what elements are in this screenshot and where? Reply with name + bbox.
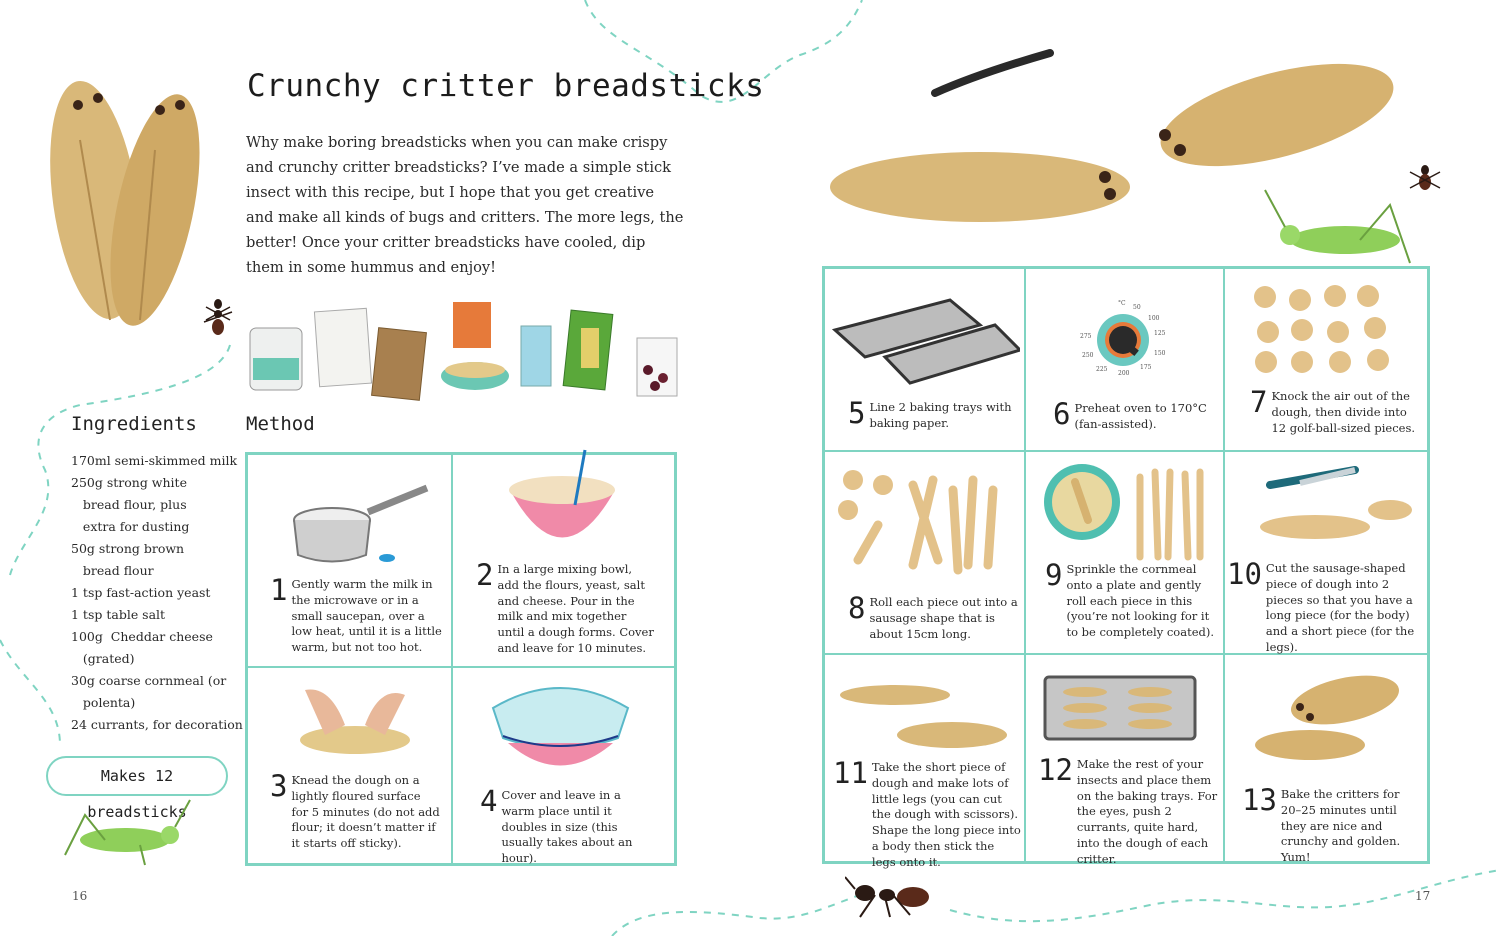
page-number-left: 16 (72, 889, 88, 903)
ingredient-item: 170ml semi-skimmed milk (71, 453, 238, 468)
dough-balls-illustration (1250, 282, 1400, 377)
method-step (1227, 557, 1425, 656)
dial-label: 150 (1154, 350, 1166, 357)
step-number: 3 (270, 769, 288, 803)
step-text: Knock the air out of the dough, then divide into 12 golf-ball-sized pieces. (1271, 389, 1416, 435)
covered-bowl-illustration (488, 678, 633, 783)
method-step (1045, 558, 1217, 641)
method-step (848, 591, 1018, 642)
grasshopper-icon (1260, 185, 1420, 270)
recipe-intro: Why make boring breadsticks when you can make crispy and crunchy critter breadsticks? I’ve made a simple stick insect with this recipe, but I hope that you get creative and make all kinds of bugs and critters. The more legs, the better! Once your critter breadsticks have cooled, dip them in some hummus and enjoy! (246, 134, 684, 276)
method-step (270, 573, 445, 656)
method-step (1250, 385, 1420, 436)
method-step (480, 784, 650, 867)
step-number: 1 (270, 573, 288, 607)
step-text: Sprinkle the cornmeal onto a plate and gently roll each piece in this (you’re not looking for it to be completely coated). (1066, 562, 1215, 640)
ingredients-list (71, 450, 246, 736)
ingredient-item: 250g strong white (71, 475, 187, 490)
grid-divider (451, 452, 453, 866)
rolled-dough-illustration (838, 465, 1003, 575)
oven-dial-labels (1078, 300, 1168, 380)
method-step (270, 769, 440, 852)
cutting-dough-illustration (1255, 465, 1415, 550)
dial-label: 200 (1118, 370, 1130, 377)
step-number: 4 (480, 784, 498, 818)
dial-label: 125 (1154, 330, 1166, 337)
dial-label: °C (1118, 300, 1126, 307)
method-step (1038, 753, 1218, 868)
ingredient-item: 1 tsp table salt (71, 607, 166, 622)
step-number: 5 (848, 396, 866, 430)
ingredient-item: polenta) (71, 695, 136, 710)
shaped-critter-illustration (840, 680, 1010, 755)
ingredient-item: 24 currants, for decoration (71, 717, 243, 732)
step-text: Roll each piece out into a sausage shape that is about 15cm long. (869, 595, 1018, 641)
ingredient-item: 50g strong brown (71, 541, 185, 556)
ingredient-item: 1 tsp fast-action yeast (71, 585, 211, 600)
ingredient-item: 100g Cheddar cheese (71, 629, 213, 644)
makes-speech-bubble: Makes 12 breadsticks (46, 756, 228, 796)
step-text: Take the short piece of dough and make lots of little legs (you can cut the dough with scissors). Shape the long piece into a body then stick the legs onto it. (871, 760, 1021, 869)
recipe-title: Crunchy critter breadsticks (247, 68, 765, 104)
ingredients-illustration (245, 298, 685, 403)
method-step (1053, 397, 1218, 433)
millipede-icon (930, 48, 1065, 98)
hero-breadstick-critters-image (40, 70, 215, 365)
dial-label: 225 (1096, 366, 1108, 373)
step-text: Cover and leave in a warm place until it doubles in size (this usually takes about an hour). (501, 788, 633, 866)
step-text: In a large mixing bowl, add the flours, yeast, salt and cheese. Pour in the milk and mix together until a dough forms. Cover and leave for 10 minutes. (497, 562, 654, 655)
ingredient-item: bread flour (71, 563, 154, 578)
grid-divider (1223, 266, 1225, 864)
breadstick-critter-image (825, 132, 1135, 232)
ant-icon (845, 875, 940, 920)
step-text: Bake the critters for 20–25 minutes until they are nice and crunchy and golden. Yum! (1280, 787, 1401, 865)
step-number: 11 (833, 756, 868, 790)
step-number: 7 (1250, 385, 1268, 419)
dial-label: 250 (1082, 352, 1094, 359)
grid-divider (822, 450, 1430, 452)
step-number: 2 (476, 558, 494, 592)
method-step (476, 558, 656, 657)
kneading-hands-illustration (285, 680, 425, 760)
method-heading: Method (246, 413, 315, 435)
grid-divider (1024, 266, 1026, 864)
baking-tray-critters-illustration (1040, 672, 1200, 744)
method-step (833, 756, 1021, 871)
baking-trays-illustration (830, 295, 1020, 385)
method-step (848, 396, 1018, 432)
ingredient-item: 30g coarse cornmeal (or (71, 673, 227, 688)
breadstick-critter-image (1150, 40, 1405, 190)
step-number: 6 (1053, 397, 1071, 431)
step-text: Preheat oven to 170°C (fan-assisted). (1074, 401, 1207, 431)
step-number: 9 (1045, 558, 1063, 592)
step-number: 12 (1038, 753, 1073, 787)
cornmeal-plate-illustration (1040, 462, 1210, 562)
step-text: Line 2 baking trays with baking paper. (869, 400, 1012, 430)
dial-label: 100 (1148, 315, 1160, 322)
saucepan-illustration (282, 470, 432, 570)
step-number: 10 (1227, 557, 1262, 591)
method-step (1242, 783, 1420, 866)
dial-label: 275 (1080, 333, 1092, 340)
step-text: Gently warm the milk in the microwave or in a small saucepan, over a low heat, until it is a little warm, but not too hot. (291, 577, 442, 655)
mixing-bowl-illustration (505, 445, 620, 565)
grid-divider (245, 666, 677, 668)
ingredient-item: (grated) (71, 651, 135, 666)
page-number-right: 17 (1415, 889, 1431, 903)
grasshopper-icon (55, 795, 195, 870)
ant-icon (198, 292, 238, 342)
ingredients-heading: Ingredients (71, 413, 197, 435)
step-text: Make the rest of your insects and place them on the baking trays. For the eyes, push 2 currants, quite hard, into the dough of each critter. (1076, 757, 1218, 866)
step-text: Knead the dough on a lightly floured surface for 5 minutes (do not add flour; it doesn’t matter if it starts off sticky). (291, 773, 440, 851)
ingredient-item: bread flour, plus (71, 497, 187, 512)
step-number: 13 (1242, 783, 1277, 817)
baked-critters-illustration (1250, 665, 1405, 770)
step-text: Cut the sausage-shaped piece of dough into 2 pieces so that you have a long piece (for the body) and a short piece (for the legs). (1265, 561, 1415, 654)
dial-label: 175 (1140, 364, 1152, 371)
ingredient-item: extra for dusting (71, 519, 190, 534)
step-number: 8 (848, 591, 866, 625)
dial-label: 50 (1133, 304, 1141, 311)
